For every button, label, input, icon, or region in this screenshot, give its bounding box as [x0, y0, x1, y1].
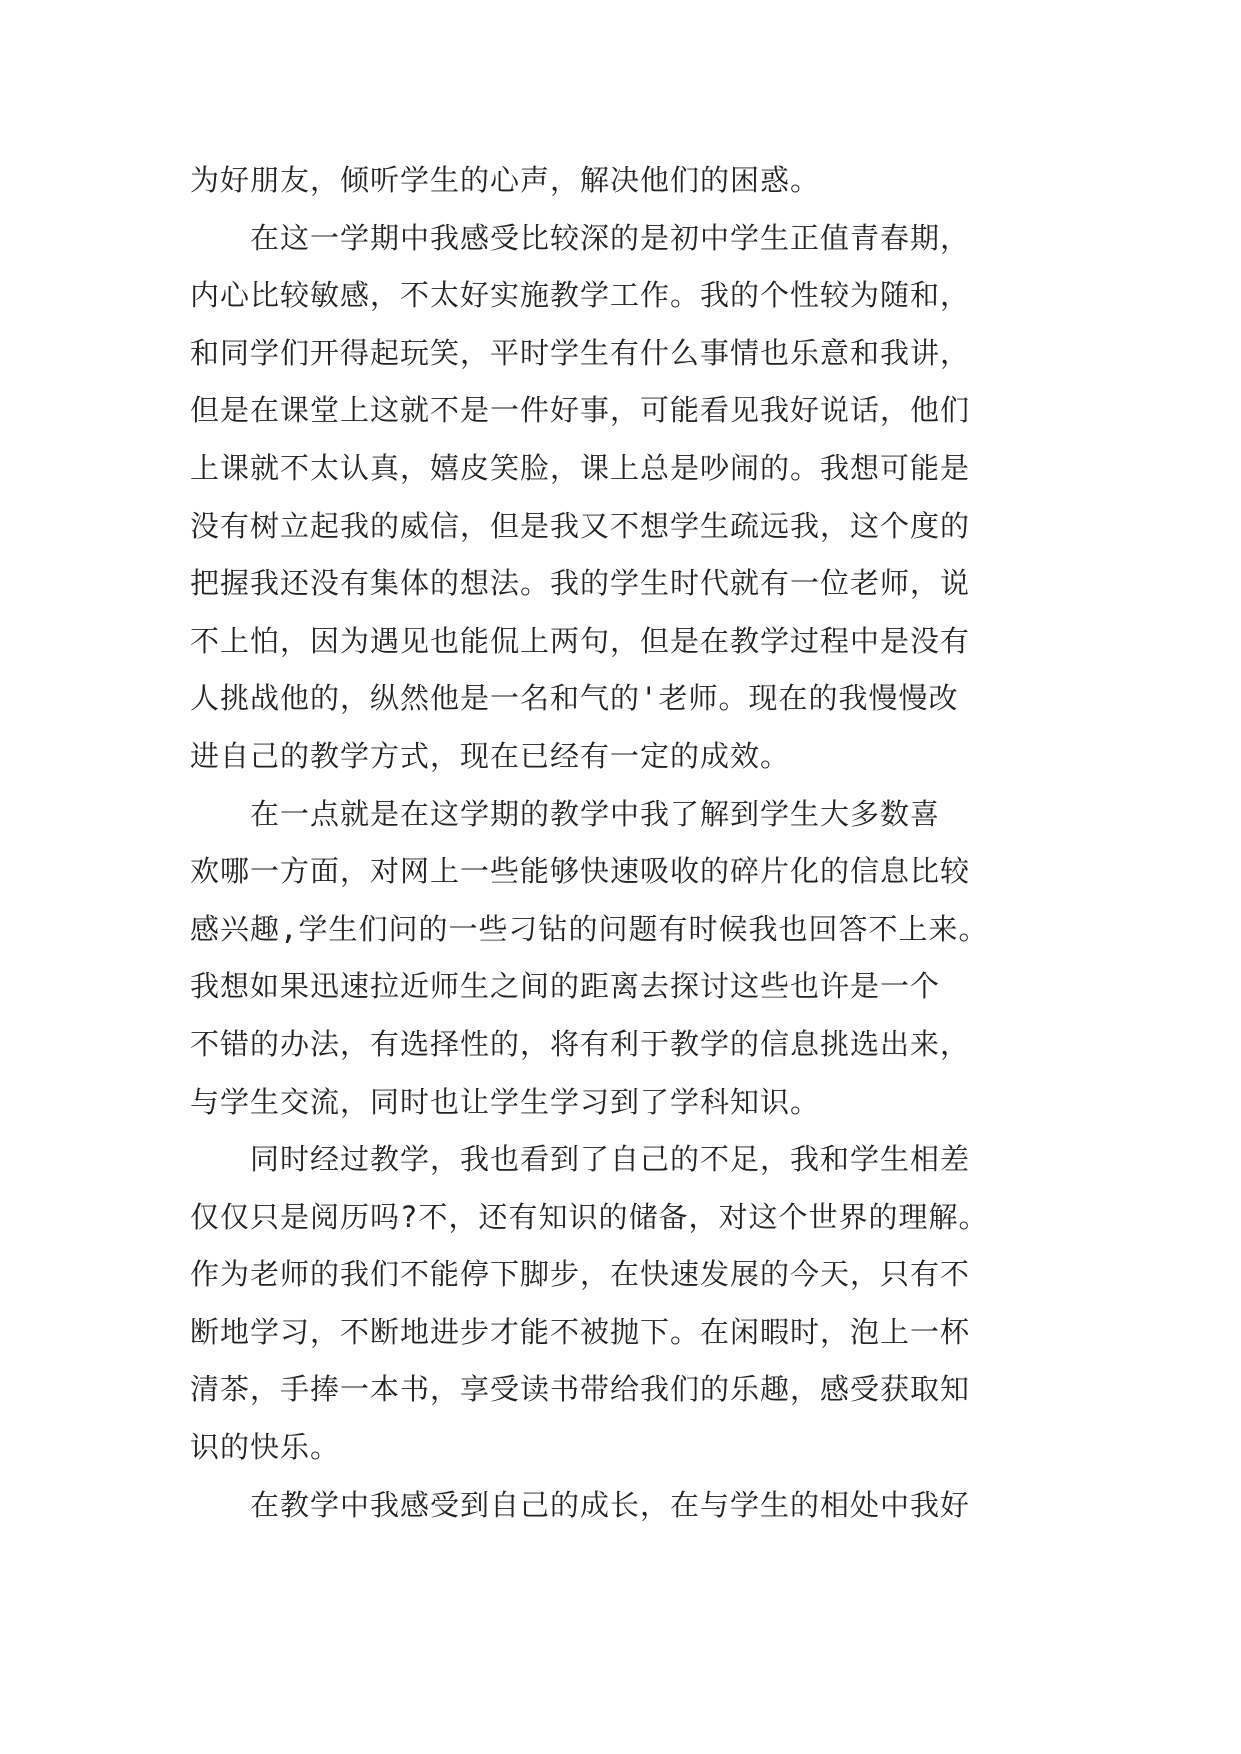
text-line: 清茶，手捧一本书，享受读书带给我们的乐趣，感受获取知: [190, 1372, 971, 1407]
paragraph-first-line: 在一点就是在这学期的教学中我了解到学生大多数喜: [250, 796, 941, 831]
paragraph-first-line: 同时经过教学，我也看到了自己的不足，我和学生相差: [250, 1142, 971, 1177]
text-line: 人挑战他的，纵然他是一名和气的'老师。现在的我慢慢改: [190, 681, 959, 716]
text-line: 我想如果迅速拉近师生之间的距离去探讨这些也许是一个: [190, 969, 941, 1004]
text-line: 作为老师的我们不能停下脚步，在快速发展的今天，只有不: [190, 1257, 971, 1292]
text-line: 仅仅只是阅历吗?不，还有知识的储备，对这个世界的理解。: [190, 1199, 989, 1234]
text-line: 与学生交流，同时也让学生学习到了学科知识。: [190, 1084, 821, 1119]
text-line: 把握我还没有集体的想法。我的学生时代就有一位老师，说: [190, 566, 971, 601]
text-line: 不上怕，因为遇见也能侃上两句，但是在教学过程中是没有: [190, 623, 971, 658]
text-line: 识的快乐。: [190, 1430, 341, 1465]
paragraph-first-line: 在这一学期中我感受比较深的是初中学生正值青春期，: [250, 220, 971, 255]
text-line: 和同学们开得起玩笑，平时学生有什么事情也乐意和我讲，: [190, 335, 971, 370]
text-line: 但是在课堂上这就不是一件好事，可能看见我好说话，他们: [190, 393, 971, 428]
text-line: 欢哪一方面，对网上一些能够快速吸收的碎片化的信息比较: [190, 854, 971, 889]
paragraph-first-line: 在教学中我感受到自己的成长，在与学生的相处中我好: [250, 1487, 971, 1522]
text-line: 没有树立起我的威信，但是我又不想学生疏远我，这个度的: [190, 508, 971, 543]
text-line: 上课就不太认真，嬉皮笑脸，课上总是吵闹的。我想可能是: [190, 450, 971, 485]
text-line: 感兴趣,学生们问的一些刁钻的问题有时候我也回答不上来。: [190, 911, 989, 946]
text-line: 进自己的教学方式，现在已经有一定的成效。: [190, 738, 791, 773]
text-line: 为好朋友，倾听学生的心声，解决他们的困惑。: [190, 163, 821, 197]
text-line: 不错的办法，有选择性的，将有利于教学的信息挑选出来，: [190, 1026, 971, 1061]
text-line: 内心比较敏感，不太好实施教学工作。我的个性较为随和，: [190, 278, 971, 313]
body-text: [190, 152, 1050, 1534]
text-line: 断地学习，不断地进步才能不被抛下。在闲暇时，泡上一杯: [190, 1314, 971, 1349]
